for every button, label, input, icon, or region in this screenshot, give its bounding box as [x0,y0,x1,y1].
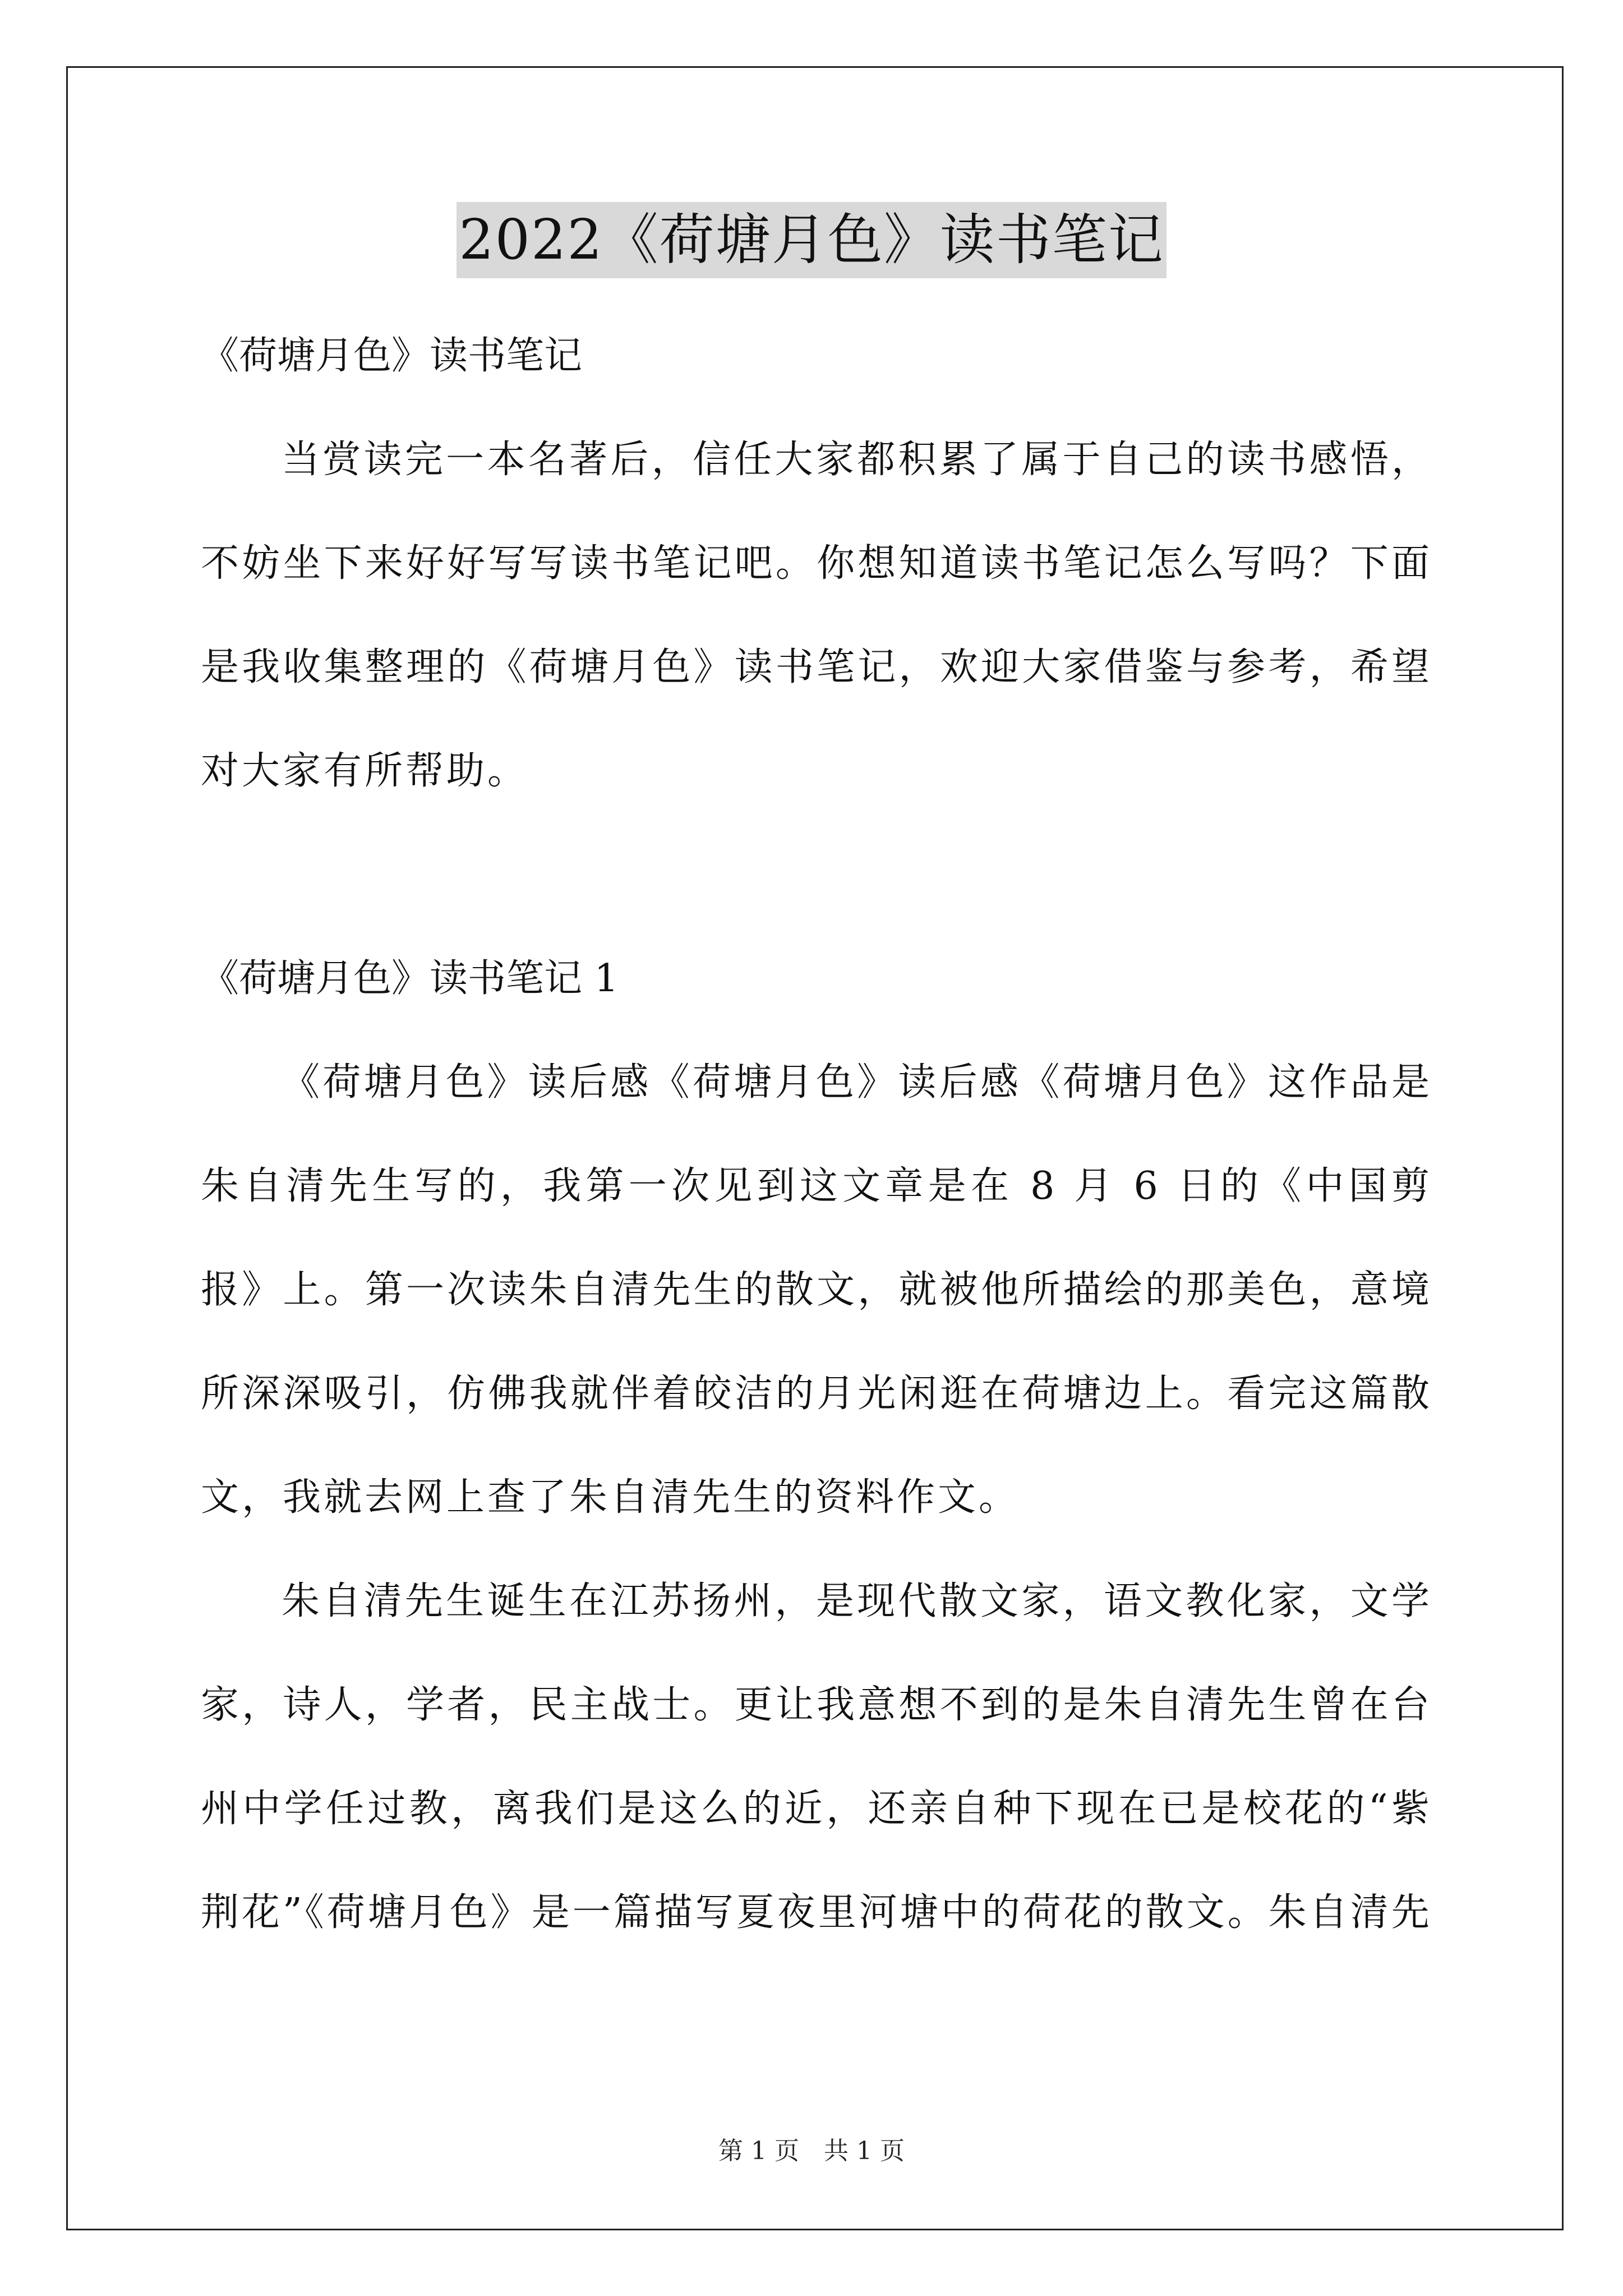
intro-heading: 《荷塘月色》读书笔记 [201,334,583,378]
document-title: 2022《荷塘月色》读书笔记 [457,202,1166,278]
title-area [0,202,1623,278]
section-heading: 《荷塘月色》读书笔记 1 [201,956,619,1001]
intro-paragraph: 当赏读完一本名著后，信任大家都积累了属于自己的读书感悟，不妨坐下来好好写写读书笔记吧。你想知道读书笔记怎么写吗？下面是我收集整理的《荷塘月色》读书笔记，欢迎大家借鉴与参考，希望对大家有所帮助。 [201,438,1432,793]
page-number-current: 第 1 页 [718,2137,799,2165]
body-paragraph-1: 《荷塘月色》读后感《荷塘月色》读后感《荷塘月色》这作品是朱自清先生写的，我第一次见到这文章是在 8 月 6 日的《中国剪报》上。第一次读朱自清先生的散文，就被他所描绘的那美色，意境所深深吸引，仿佛我就伴着皎洁的月光闲逛在荷塘边上。看完这篇散文，我就去网上查了朱自清先生的资料作文。 [201,1060,1432,1520]
page-footer [0,2134,1623,2168]
document-body [201,304,1432,1964]
body-paragraph-2: 朱自清先生诞生在江苏扬州，是现代散文家，语文教化家，文学家，诗人，学者，民主战士。更让我意想不到的是朱自清先生曾在台州中学任过教，离我们是这么的近，还亲自种下现在已是校花的“紫荆花”《荷塘月色》是一篇描写夏夜里河塘中的荷花的散文。朱自清先 [201,1579,1432,1935]
section-spacer [201,823,1432,927]
page-number-total: 共 1 页 [824,2137,905,2165]
